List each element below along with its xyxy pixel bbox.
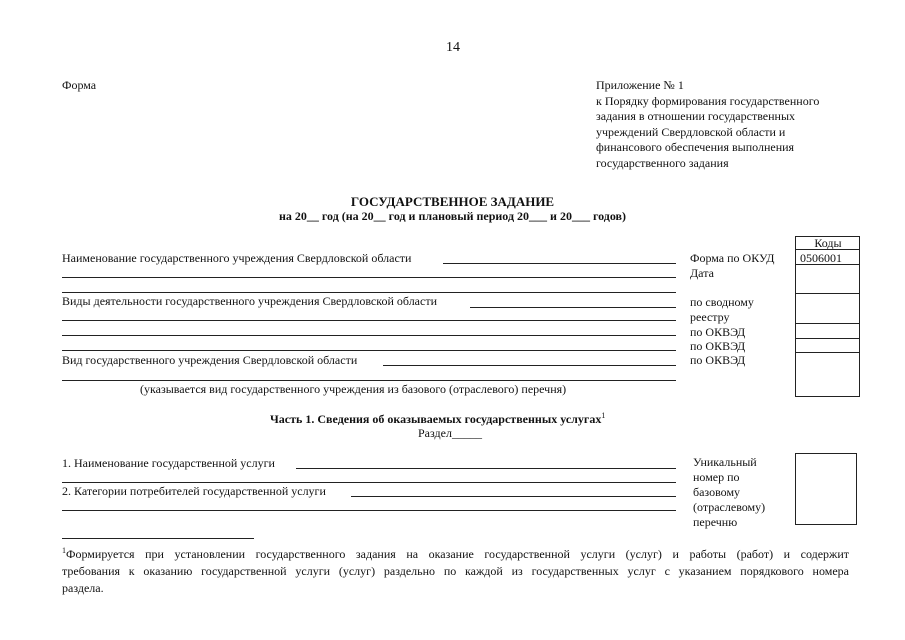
fill-line	[62, 292, 676, 293]
unique-number-line: (отраслевому)	[693, 500, 766, 514]
activity-types-label: Виды деятельности государственного учреждения Свердловской области	[62, 294, 437, 308]
codes-divider	[795, 338, 860, 339]
fill-line	[62, 350, 676, 351]
service-name-line	[296, 468, 676, 469]
institution-name-line	[443, 263, 676, 264]
unique-number-line: номер по	[693, 470, 740, 484]
institution-type-line	[383, 365, 676, 366]
footnote-ref: 1	[601, 411, 606, 420]
registry-label-2: реестру	[690, 310, 730, 324]
codes-divider	[795, 323, 860, 324]
codes-divider	[795, 352, 860, 353]
unique-number-line: базовому	[693, 485, 741, 499]
registry-label-1: по сводному	[690, 295, 754, 309]
codes-header: Коды	[814, 236, 842, 250]
footnote-text: требования к оказанию государственной услуги (услуг) раздельно по каждой из государственных услуг с указанием порядкового номера	[62, 564, 849, 578]
unique-number-line: Уникальный	[693, 455, 757, 469]
appendix-line: учреждений Свердловской области и	[596, 124, 786, 139]
activity-types-line	[470, 307, 676, 308]
document-subtitle: на 20__ год (на 20__ год и плановый период 20___ и 20___ годов)	[278, 209, 627, 223]
appendix-title: Приложение № 1	[596, 78, 684, 92]
appendix-line: к Порядку формирования государственного	[596, 93, 820, 108]
footnote-text: раздела.	[62, 581, 104, 595]
fill-line	[62, 335, 676, 336]
okved-label: по ОКВЭД	[690, 339, 746, 353]
section-label: Раздел_____	[418, 426, 482, 440]
fill-line	[62, 320, 676, 321]
date-label: Дата	[690, 266, 714, 280]
footnote-mark: 1	[62, 546, 66, 555]
form-label: Форма	[62, 78, 97, 92]
codes-divider	[795, 293, 860, 294]
fill-line	[62, 277, 676, 278]
unique-number-line: перечню	[693, 515, 738, 529]
fill-line	[62, 380, 676, 381]
part1-title-text: Часть 1. Сведения об оказываемых государственных услугах	[270, 412, 602, 426]
service-name-label: 1. Наименование государственной услуги	[62, 456, 275, 470]
okud-code: 0506001	[800, 251, 842, 265]
appendix-line: задания в отношении государственных	[596, 109, 796, 123]
footnote-separator	[62, 538, 254, 539]
codes-divider	[795, 264, 860, 265]
page-number: 14	[446, 40, 460, 55]
appendix-block	[596, 78, 819, 171]
okved-label: по ОКВЭД	[690, 325, 746, 339]
fill-line	[62, 482, 676, 483]
appendix-line: государственного задания	[596, 155, 729, 170]
institution-type-note: (указывается вид государственного учреждения из базового (отраслевого) перечня)	[140, 382, 567, 396]
codes-header-cell	[795, 236, 860, 250]
institution-type-label: Вид государственного учреждения Свердловской области	[62, 353, 358, 367]
okved-label: по ОКВЭД	[690, 353, 746, 367]
consumer-categories-label: 2. Категории потребителей государственной услуги	[62, 484, 326, 498]
footnote	[62, 542, 849, 597]
consumer-categories-line	[351, 496, 676, 497]
part1-title	[270, 411, 605, 427]
footnote-text: Формируется при установлении государственного задания на оказание государственной услуги (услуг) и работы (работ) и содержит	[66, 547, 849, 561]
document-title: ГОСУДАРСТВЕННОЕ ЗАДАНИЕ	[350, 194, 555, 209]
institution-name-label: Наименование государственного учреждения Свердловской области	[62, 251, 412, 265]
unique-number-box	[795, 453, 857, 525]
fill-line	[62, 510, 676, 511]
appendix-line: финансового обеспечения выполнения	[596, 140, 795, 154]
okud-label: Форма по ОКУД	[690, 251, 775, 265]
unique-number-label	[693, 455, 765, 530]
